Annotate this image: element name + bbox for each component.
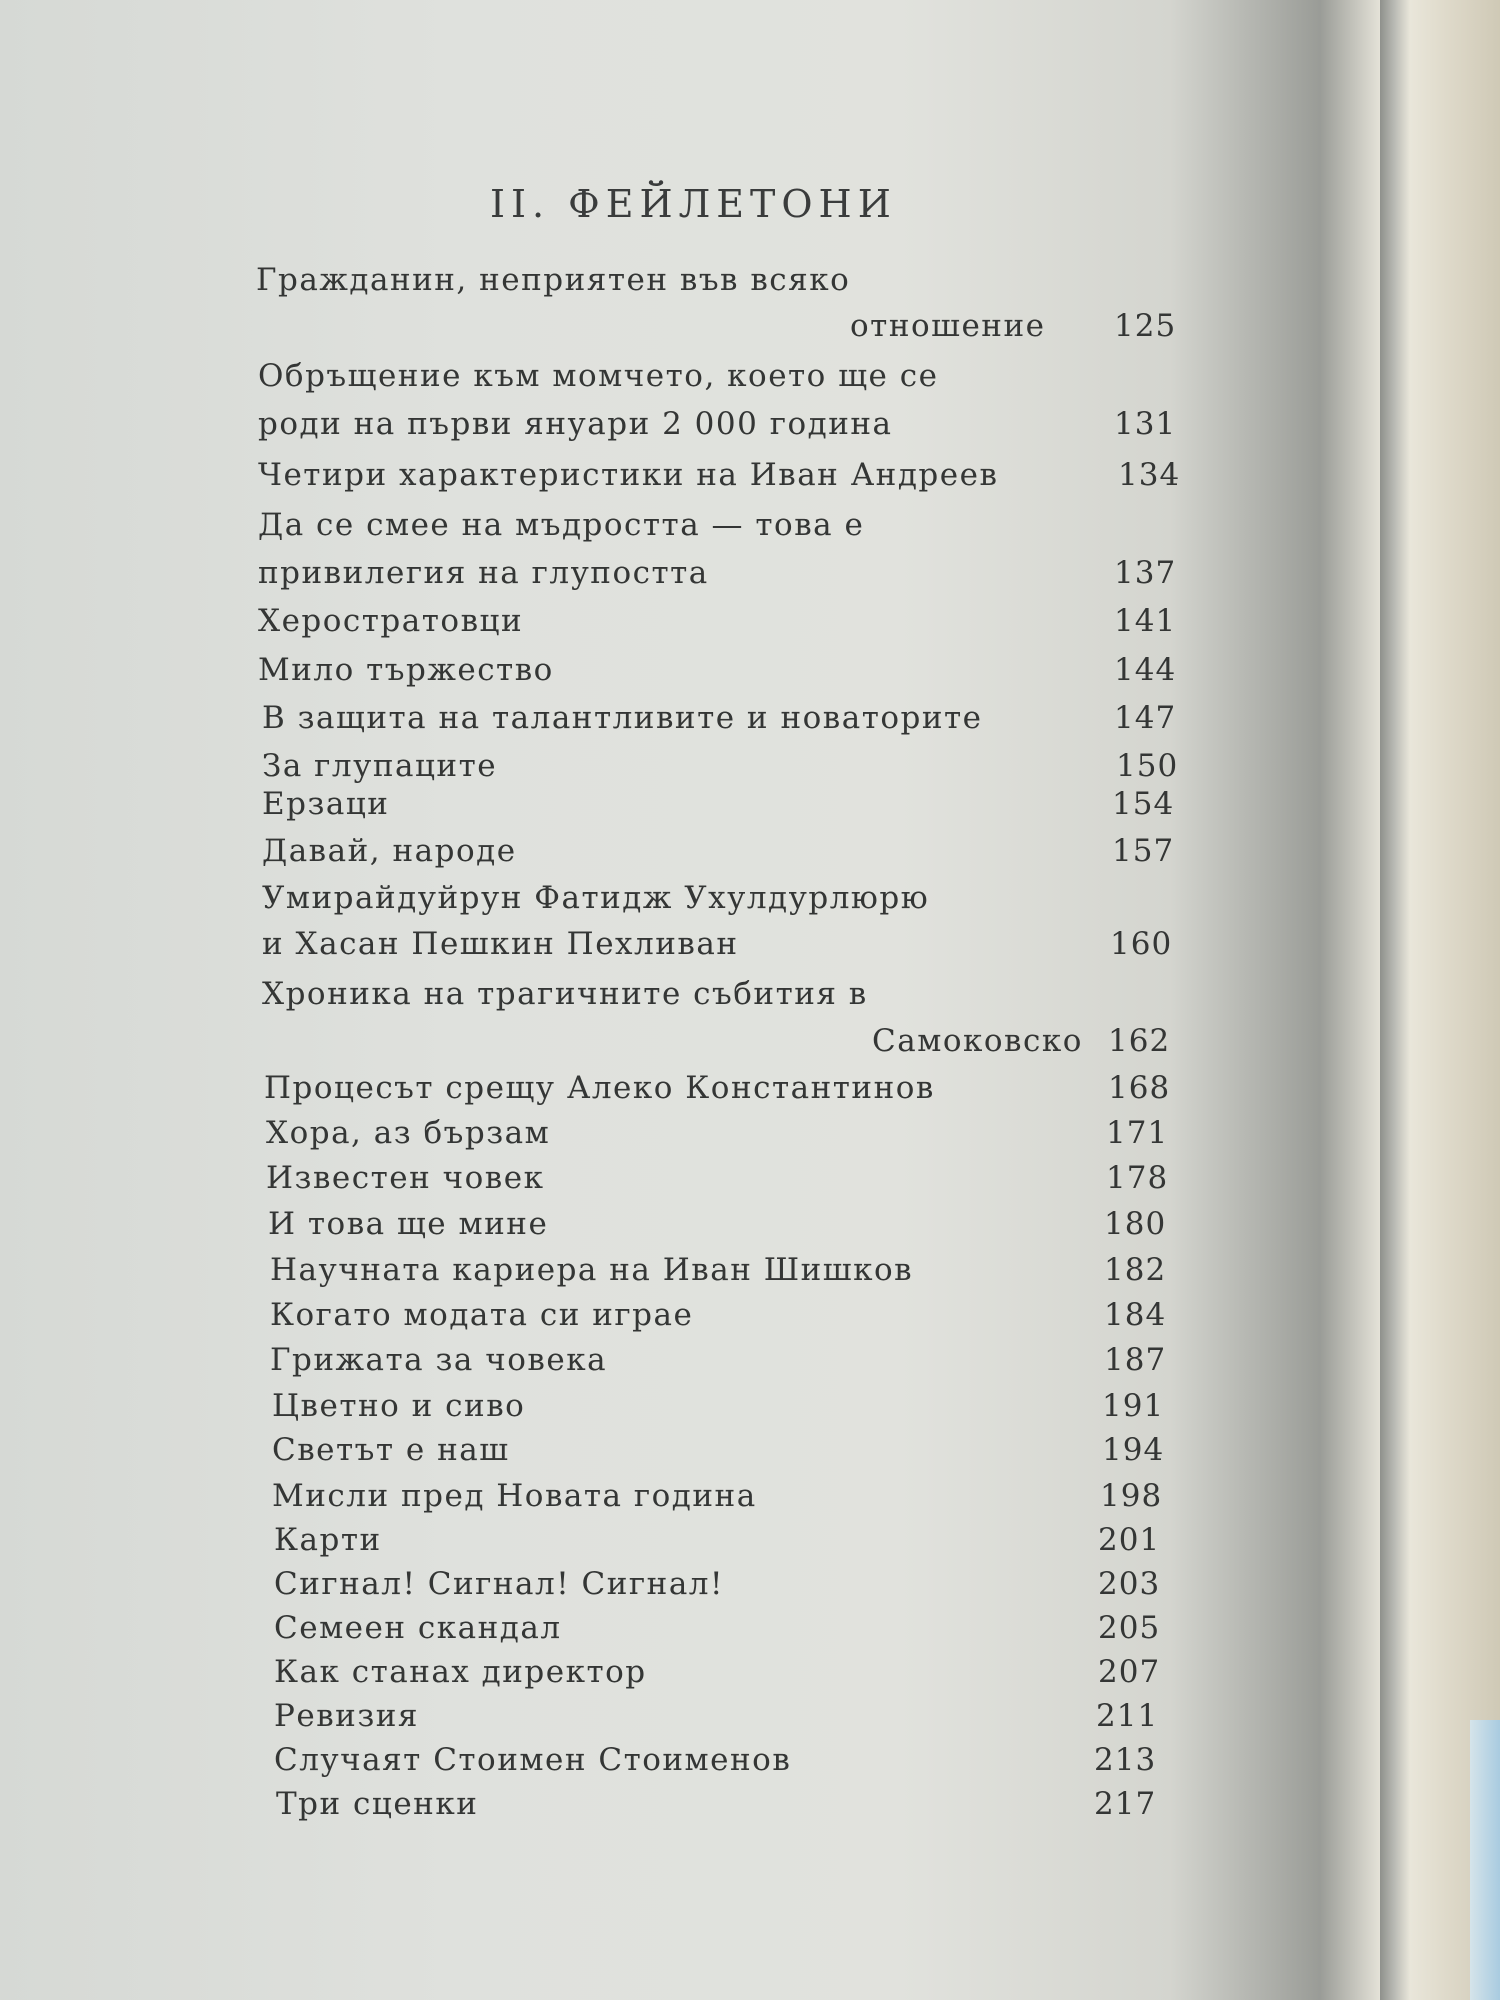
toc-entry-page-number: 198 (1100, 1478, 1163, 1514)
toc-entry-page-number: 201 (1098, 1522, 1161, 1558)
toc-entry-title: Обръщение към момчето, което ще се (258, 358, 939, 394)
section-title: II. ФЕЙЛЕТОНИ (490, 182, 897, 226)
toc-entry-page-number: 137 (1114, 555, 1177, 591)
toc-entry-title: и Хасан Пешкин Пехливан (262, 926, 739, 962)
toc-entry-page-number: 134 (1118, 457, 1181, 493)
toc-entry-title: Давай, народе (262, 833, 517, 869)
toc-entry-title: Гражданин, неприятен във всяко (256, 262, 851, 298)
toc-entry-page-number: 205 (1098, 1610, 1161, 1646)
toc-entry-page-number: 191 (1102, 1388, 1165, 1424)
toc-entry-page-number: 125 (1114, 308, 1177, 344)
toc-entry-page-number: 147 (1114, 700, 1177, 736)
toc-entry-page-number: 131 (1114, 406, 1177, 442)
toc-entry-title: Карти (274, 1522, 382, 1558)
toc-entry-page-number: 150 (1116, 748, 1179, 784)
toc-entry-title: Хроника на трагичните събития в (262, 976, 868, 1012)
toc-entry-title: Светът е наш (272, 1432, 510, 1468)
toc-entry-title: отношение (850, 308, 1046, 344)
toc-entry-title: Четири характеристики на Иван Андреев (258, 457, 999, 493)
page-edge (1380, 0, 1500, 2000)
toc-entry-title: роди на първи януари 2 000 година (258, 406, 893, 442)
toc-entry-title: Сигнал! Сигнал! Сигнал! (274, 1566, 724, 1602)
toc-entry-page-number: 213 (1094, 1742, 1157, 1778)
toc-entry-title: Научната кариера на Иван Шишков (270, 1252, 914, 1288)
toc-entry-title: Ревизия (274, 1698, 419, 1734)
toc-entry-page-number: 154 (1112, 786, 1175, 822)
toc-entry-title: За глупаците (262, 748, 498, 784)
blue-strip (1470, 1720, 1500, 2000)
toc-entry-page-number: 182 (1104, 1252, 1167, 1288)
toc-entry-title: Случаят Стоимен Стоименов (274, 1742, 792, 1778)
toc-entry-page-number: 203 (1098, 1566, 1161, 1602)
toc-entry-title: Самоковско (872, 1023, 1083, 1059)
toc-entry-title: Мисли пред Новата година (272, 1478, 757, 1514)
toc-entry-page-number: 162 (1108, 1023, 1171, 1059)
toc-entry-title: Как станах директор (274, 1654, 647, 1690)
toc-entry-title: Хора, аз бързам (266, 1115, 551, 1151)
toc-entry-page-number: 187 (1104, 1342, 1167, 1378)
toc-entry-page-number: 180 (1104, 1206, 1167, 1242)
toc-entry-page-number: 217 (1094, 1786, 1157, 1822)
toc-entry-title: Ерзаци (262, 786, 390, 822)
toc-entry-page-number: 211 (1096, 1698, 1159, 1734)
toc-entry-page-number: 184 (1104, 1297, 1167, 1333)
toc-entry-title: Известен човек (266, 1160, 545, 1196)
toc-entry-page-number: 160 (1110, 926, 1173, 962)
toc-entry-title: Мило тържество (258, 652, 554, 688)
toc-entry-title: Херостратовци (258, 603, 524, 639)
toc-entry-title: привилегия на глупостта (258, 555, 709, 591)
toc-entry-title: В защита на талантливите и новаторите (262, 700, 983, 736)
toc-entry-title: И това ще мине (268, 1206, 549, 1242)
toc-entry-title: Семеен скандал (274, 1610, 562, 1646)
toc-entry-page-number: 168 (1108, 1070, 1171, 1106)
toc-entry-page-number: 178 (1106, 1160, 1169, 1196)
toc-entry-title: Да се смее на мъдростта — това е (258, 507, 865, 543)
toc-entry-title: Когато модата си играе (270, 1297, 694, 1333)
toc-entry-page-number: 157 (1112, 833, 1175, 869)
toc-entry-title: Процесът срещу Алеко Константинов (264, 1070, 935, 1106)
toc-entry-page-number: 171 (1106, 1115, 1169, 1151)
toc-entry-page-number: 144 (1114, 652, 1177, 688)
toc-entry-page-number: 141 (1114, 603, 1177, 639)
toc-entry-title: Три сценки (276, 1786, 479, 1822)
toc-entry-title: Цветно и сиво (272, 1388, 526, 1424)
toc-entry-title: Грижата за човека (270, 1342, 608, 1378)
toc-entry-page-number: 207 (1098, 1654, 1161, 1690)
toc-entry-page-number: 194 (1102, 1432, 1165, 1468)
toc-entry-title: Умирайдуйрун Фатидж Ухулдурлюрю (262, 880, 930, 916)
